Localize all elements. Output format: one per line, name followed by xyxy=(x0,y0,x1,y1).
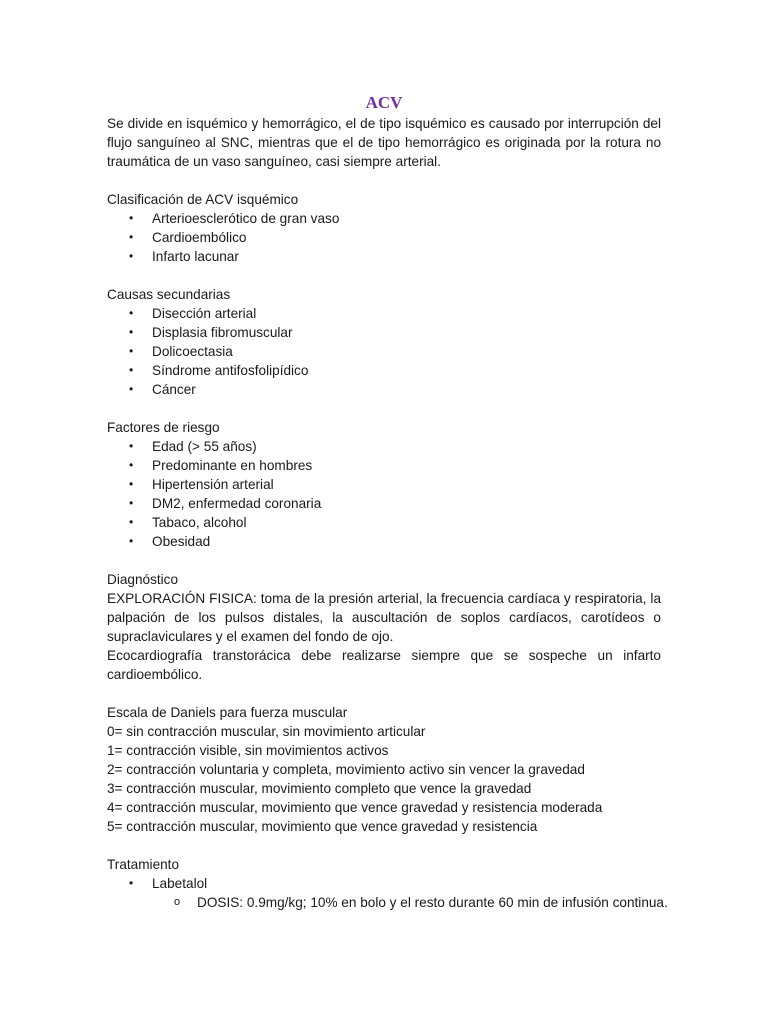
bullet-icon: • xyxy=(129,477,134,491)
causas-heading: Causas secundarias xyxy=(107,287,231,302)
document-page xyxy=(107,92,668,912)
tratamiento-heading: Tratamiento xyxy=(107,857,180,872)
list-item: • Labetalol xyxy=(129,876,208,891)
bullet-icon: • xyxy=(129,230,134,244)
list-item: • Dolicoectasia xyxy=(129,344,233,359)
ecocardiografia-paragraph: Ecocardiografía transtorácica debe realizarse siempre que se sospeche un infarto cardioembólico. xyxy=(107,648,661,682)
list-item: • Síndrome antifosfolipídico xyxy=(129,363,309,378)
bullet-icon: • xyxy=(129,458,134,472)
bullet-icon: • xyxy=(129,249,134,263)
spacer xyxy=(107,684,661,703)
list-item: • DM2, enfermedad coronaria xyxy=(129,496,322,511)
spacer xyxy=(107,171,661,190)
list-item: • Obesidad xyxy=(129,534,211,549)
bullet-icon: • xyxy=(129,363,134,377)
intro-paragraph: Se divide en isquémico y hemorrágico, el de tipo isquémico es causado por interrupción del flujo sanguíneo al SNC, mientras que el de tipo hemorrágico es originada por la rotura no traumática de un vaso sanguíneo, casi siempre arterial. xyxy=(107,116,661,169)
list-item: • Infarto lacunar xyxy=(129,249,239,264)
list-item: • Disección arterial xyxy=(129,306,257,321)
list-item: o DOSIS: 0.9mg/kg; 10% en bolo y el resto durante 60 min de infusión continua. xyxy=(174,895,668,910)
sub-bullet-icon: o xyxy=(174,896,181,908)
bullet-icon: • xyxy=(129,496,134,510)
daniels-line: 1= contracción visible, sin movimientos activos xyxy=(107,743,389,758)
spacer xyxy=(107,836,661,855)
list-item: • Tabaco, alcohol xyxy=(129,515,247,530)
daniels-line: 4= contracción muscular, movimiento que vence gravedad y resistencia moderada xyxy=(107,800,603,815)
list-item: • Predominante en hombres xyxy=(129,458,313,473)
daniels-line: 2= contracción voluntaria y completa, movimiento activo sin vencer la gravedad xyxy=(107,762,585,777)
tratamiento-sublist xyxy=(107,893,668,912)
bullet-icon: • xyxy=(129,325,134,339)
bullet-icon: • xyxy=(129,515,134,529)
list-item: • Arterioesclerótico de gran vaso xyxy=(129,211,340,226)
clasificacion-heading: Clasificación de ACV isquémico xyxy=(107,192,299,207)
list-item: • Displasia fibromuscular xyxy=(129,325,293,340)
list-item: • Cardioembólico xyxy=(129,230,247,245)
spacer xyxy=(107,551,661,570)
bullet-icon: • xyxy=(129,306,134,320)
spacer xyxy=(107,399,661,418)
bullet-icon: • xyxy=(129,382,134,396)
bullet-icon: • xyxy=(129,876,134,890)
factores-heading: Factores de riesgo xyxy=(107,420,220,435)
clasificacion-list xyxy=(107,209,661,266)
bullet-icon: • xyxy=(129,439,134,453)
spacer xyxy=(107,266,661,285)
daniels-line: 3= contracción muscular, movimiento completo que vence la gravedad xyxy=(107,781,532,796)
bullet-icon: • xyxy=(129,344,134,358)
bullet-icon: • xyxy=(129,211,134,225)
list-item: • Edad (> 55 años) xyxy=(129,439,257,454)
exploracion-paragraph: EXPLORACIÓN FISICA: toma de la presión arterial, la frecuencia cardíaca y respiratoria, la palpación de los pulsos distales, la auscultación de soplos cardíacos, carotídeos o supraclaviculares y el examen del fondo de ojo. xyxy=(107,591,661,644)
causas-list xyxy=(107,304,661,399)
daniels-line: 0= sin contracción muscular, sin movimiento articular xyxy=(107,724,426,739)
list-item: • Hipertensión arterial xyxy=(129,477,274,492)
daniels-line: 5= contracción muscular, movimiento que vence gravedad y resistencia xyxy=(107,819,538,834)
bullet-icon: • xyxy=(129,534,134,548)
daniels-heading: Escala de Daniels para fuerza muscular xyxy=(107,705,348,720)
tratamiento-list xyxy=(107,874,661,893)
document-title: ACV xyxy=(365,93,403,112)
factores-list xyxy=(107,437,661,551)
diagnostico-heading: Diagnóstico xyxy=(107,572,179,587)
list-item: • Cáncer xyxy=(129,382,196,397)
